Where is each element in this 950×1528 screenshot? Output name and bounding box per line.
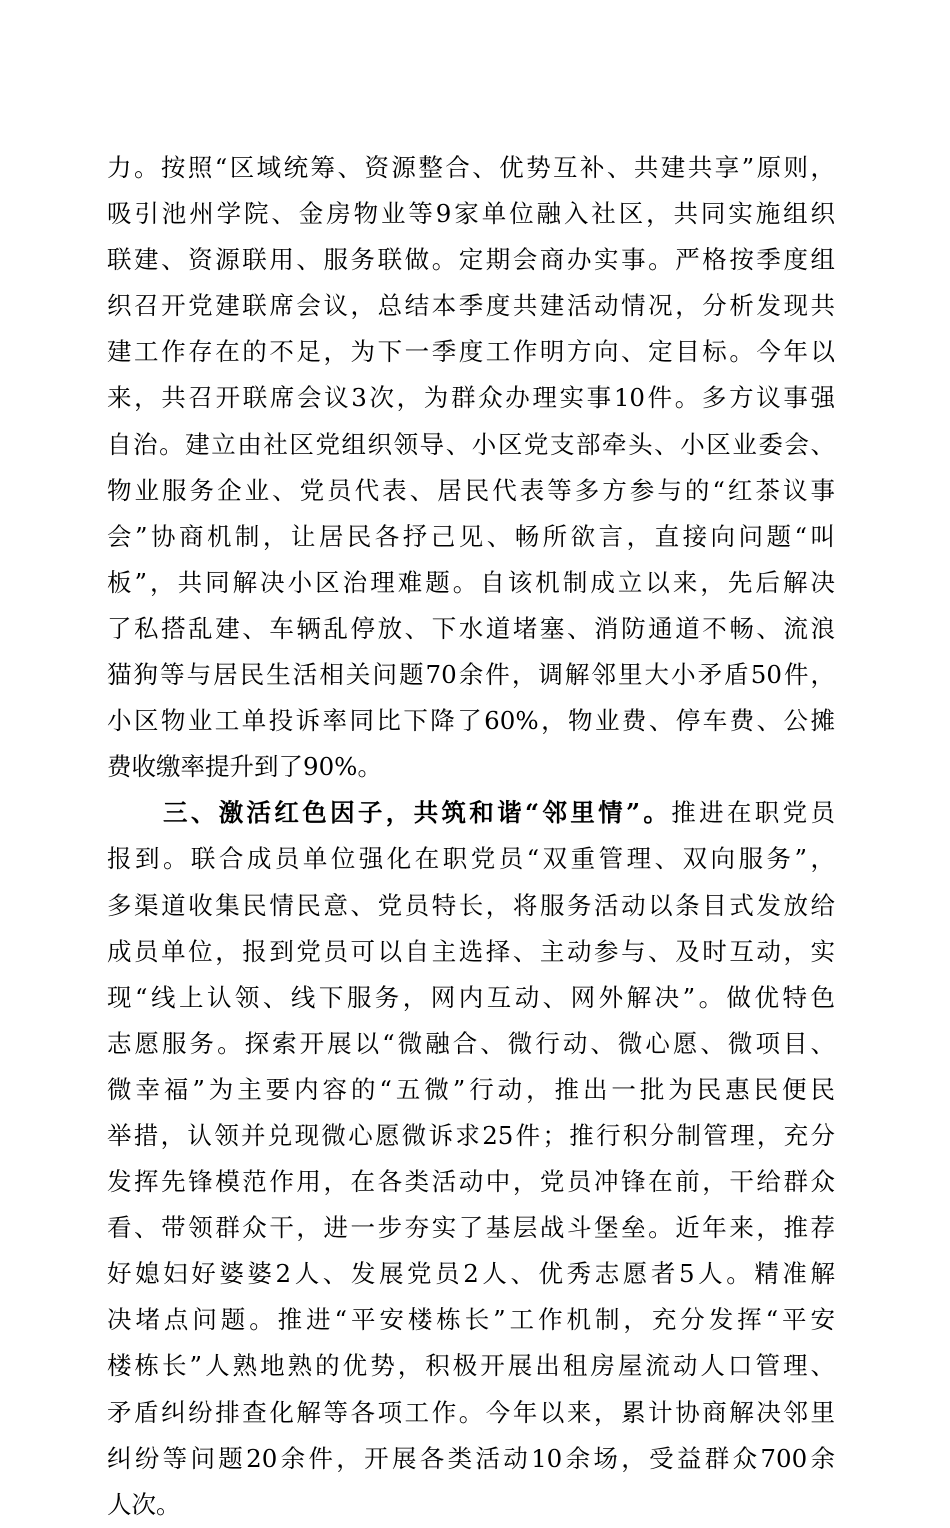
- text-line: 看、带领群众干，进一步夯实了基层战斗堡垒。近年来，推荐: [107, 1213, 835, 1243]
- text-line: 来，共召开联席会议3次，为群众办理实事10件。多方议事强: [107, 383, 835, 413]
- text-line: 矛盾纠纷排查化解等各项工作。今年以来，累计协商解决邻里: [107, 1397, 835, 1427]
- text-line: 了私搭乱建、车辆乱停放、下水道堵塞、消防通道不畅、流浪: [107, 613, 835, 643]
- text-line: 举措，认领并兑现微心愿微诉求25件；推行积分制管理，充分: [107, 1120, 835, 1150]
- text-line: 好媳妇好婆婆2人、发展党员2人、优秀志愿者5人。精准解: [107, 1259, 835, 1289]
- body-text: [107, 145, 835, 1528]
- text-line: 联建、资源联用、服务联做。定期会商办实事。严格按季度组: [107, 245, 835, 275]
- text-line: 决堵点问题。推进“平安楼栋长”工作机制，充分发挥“平安: [107, 1305, 835, 1335]
- text-line: 自治。建立由社区党组织领导、小区党支部牵头、小区业委会、: [107, 429, 835, 459]
- section-heading: 三、激活红色因子，共筑和谐“邻里情”。: [163, 798, 672, 828]
- paragraph-2: [107, 790, 835, 1528]
- paragraph-first-line: [107, 790, 835, 836]
- text-line: 会”协商机制，让居民各抒己见、畅所欲言，直接向问题“叫: [107, 521, 835, 551]
- text-line: 人次。: [107, 1489, 181, 1519]
- heading-line-rest: 推进在职党员: [671, 798, 835, 828]
- paragraph-1: [107, 145, 835, 790]
- text-line: 织召开党建联席会议，总结本季度共建活动情况，分析发现共: [107, 291, 835, 321]
- text-line: 楼栋长”人熟地熟的优势，积极开展出租房屋流动人口管理、: [107, 1351, 835, 1381]
- text-line: 猫狗等与居民生活相关问题70余件，调解邻里大小矛盾50件，: [107, 660, 835, 690]
- text-line: 发挥先锋模范作用，在各类活动中，党员冲锋在前，干给群众: [107, 1167, 835, 1197]
- text-line: 多渠道收集民情民意、党员特长，将服务活动以条目式发放给: [107, 890, 835, 920]
- text-line: 板”，共同解决小区治理难题。自该机制成立以来，先后解决: [107, 567, 835, 597]
- text-line: 微幸福”为主要内容的“五微”行动，推出一批为民惠民便民: [107, 1074, 835, 1104]
- text-line: 物业服务企业、党员代表、居民代表等多方参与的“红茶议事: [107, 475, 835, 505]
- text-line: 志愿服务。探索开展以“微融合、微行动、微心愿、微项目、: [107, 1028, 835, 1058]
- text-line: 成员单位，报到党员可以自主选择、主动参与、及时互动，实: [107, 936, 835, 966]
- text-line: 报到。联合成员单位强化在职党员“双重管理、双向服务”，: [107, 844, 835, 874]
- text-line: 力。按照“区域统筹、资源整合、优势互补、共建共享”原则，: [107, 153, 835, 182]
- text-line: 纠纷等问题20余件，开展各类活动10余场，受益群众700余: [107, 1443, 835, 1473]
- text-line: 费收缴率提升到了90%。: [107, 752, 382, 782]
- text-line: 吸引池州学院、金房物业等9家单位融入社区，共同实施组织: [107, 199, 835, 229]
- text-line: 小区物业工单投诉率同比下降了60%，物业费、停车费、公摊: [107, 706, 835, 736]
- text-line: 现“线上认领、线下服务，网内互动、网外解决”。做优特色: [107, 982, 835, 1012]
- text-line: 建工作存在的不足，为下一季度工作明方向、定目标。今年以: [107, 337, 835, 367]
